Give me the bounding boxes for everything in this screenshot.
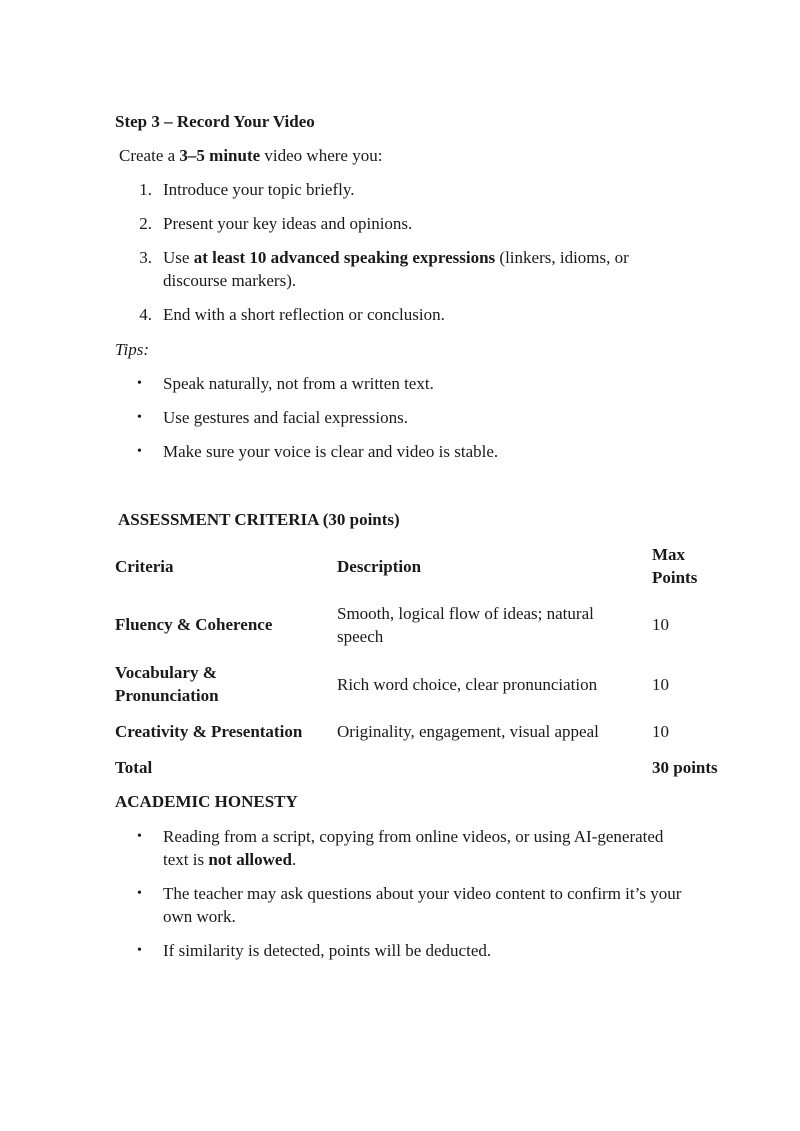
intro-duration: 3–5 minute bbox=[179, 146, 261, 165]
row-criteria: Fluency & Coherence bbox=[115, 615, 273, 634]
bullet-icon: • bbox=[137, 886, 142, 901]
intro-text: Create a bbox=[119, 146, 180, 165]
step3-heading: Step 3 – Record Your Video bbox=[115, 112, 315, 131]
bullet-icon: • bbox=[137, 376, 142, 391]
row-description: Rich word choice, clear pronunciation bbox=[337, 675, 598, 694]
honesty-heading: ACADEMIC HONESTY bbox=[115, 792, 298, 811]
row-points: 10 bbox=[652, 675, 669, 694]
row-description-line2: speech bbox=[337, 627, 384, 646]
list-text-pre: text is bbox=[163, 850, 209, 869]
list-number: 4. bbox=[139, 305, 152, 324]
list-text: If similarity is detected, points will be deducted. bbox=[163, 941, 492, 960]
row-description: Smooth, logical flow of ideas; natural bbox=[337, 604, 594, 623]
list-number: 3. bbox=[139, 248, 152, 267]
list-text: Reading from a script, copying from online videos, or using AI-generated bbox=[163, 827, 664, 846]
list-text-bold: not allowed bbox=[208, 850, 292, 869]
total-label: Total bbox=[115, 758, 153, 777]
list-number: 1. bbox=[139, 180, 152, 199]
list-text: Introduce your topic briefly. bbox=[163, 180, 355, 199]
bullet-icon: • bbox=[137, 943, 142, 958]
assessment-heading: ASSESSMENT CRITERIA (30 points) bbox=[118, 510, 400, 529]
bullet-icon: • bbox=[137, 410, 142, 425]
list-text-bold: at least 10 advanced speaking expressions bbox=[193, 248, 496, 267]
list-text-line2: discourse markers). bbox=[163, 271, 297, 290]
list-text-line2: own work. bbox=[163, 907, 236, 926]
row-criteria-line2: Pronunciation bbox=[115, 686, 219, 705]
list-text-post: . bbox=[291, 850, 297, 869]
tips-label: Tips: bbox=[115, 340, 150, 359]
header-points: Points bbox=[652, 568, 698, 587]
row-criteria: Vocabulary & bbox=[115, 663, 217, 682]
step3-intro bbox=[119, 144, 382, 167]
list-text bbox=[163, 246, 629, 269]
bullet-icon: • bbox=[137, 829, 142, 844]
list-text: Make sure your voice is clear and video is stable. bbox=[163, 442, 499, 461]
header-criteria: Criteria bbox=[115, 557, 174, 576]
list-text-pre: Use bbox=[163, 248, 194, 267]
header-max: Max bbox=[652, 545, 686, 564]
header-description: Description bbox=[337, 557, 422, 576]
row-criteria: Creativity & Presentation bbox=[115, 722, 303, 741]
row-points: 10 bbox=[652, 722, 669, 741]
row-description: Originality, engagement, visual appeal bbox=[337, 722, 599, 741]
list-number: 2. bbox=[139, 214, 152, 233]
total-value: 30 points bbox=[652, 758, 718, 777]
row-points: 10 bbox=[652, 615, 669, 634]
intro-text-end: video where you: bbox=[260, 146, 383, 165]
list-text: Present your key ideas and opinions. bbox=[163, 214, 413, 233]
list-text: Speak naturally, not from a written text. bbox=[163, 374, 434, 393]
list-text: End with a short reflection or conclusion. bbox=[163, 305, 445, 324]
list-text-post: (linkers, idioms, or bbox=[495, 248, 629, 267]
list-text: Use gestures and facial expressions. bbox=[163, 408, 409, 427]
list-text-line2 bbox=[163, 848, 296, 871]
list-text: The teacher may ask questions about your video content to confirm it’s your bbox=[163, 884, 682, 903]
bullet-icon: • bbox=[137, 444, 142, 459]
